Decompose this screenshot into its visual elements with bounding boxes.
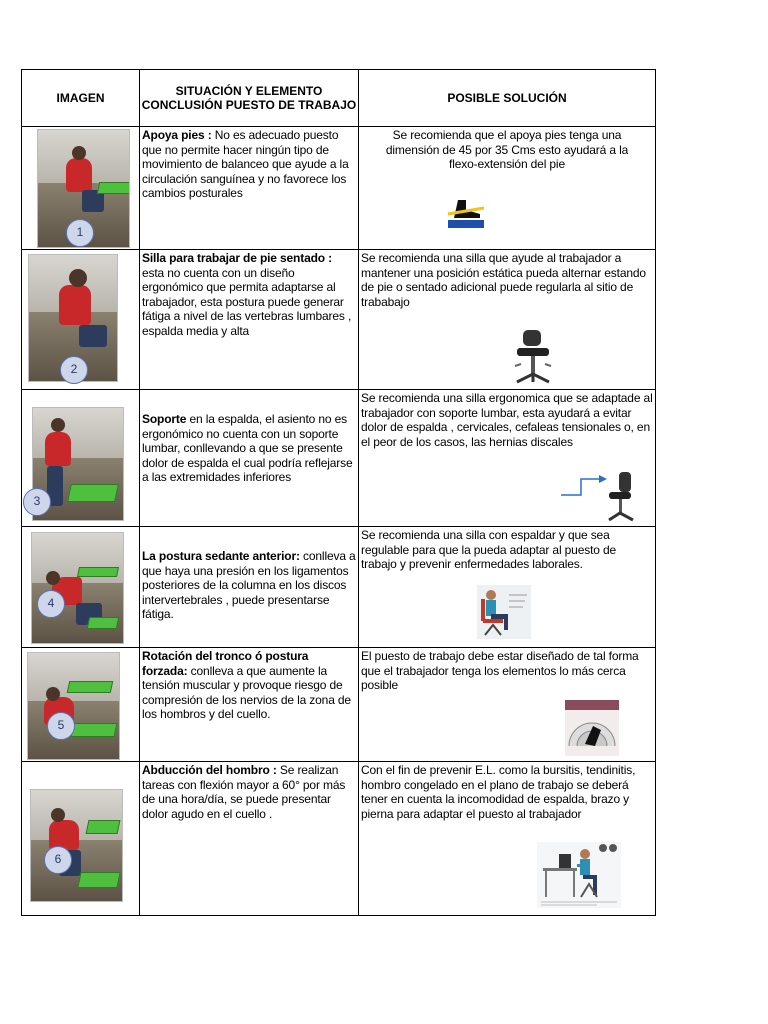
photo-number-badge: 6 [44, 846, 72, 874]
solution-cell [359, 648, 656, 762]
photo-number-badge: 4 [37, 590, 65, 618]
situation-cell [140, 648, 359, 762]
header-solucion: POSIBLE SOLUCIÓN [359, 70, 656, 127]
ergonomic-assessment-table [21, 69, 656, 916]
header-imagen: IMAGEN [22, 70, 140, 127]
table-row [22, 127, 656, 250]
photo-number-badge: 3 [23, 488, 51, 516]
situation-text: conlleva a que aumente la tensión muscular y provoque riesgo de compresión de los nervios de la zona de los hombros y del cuello. [142, 663, 351, 721]
table-row [22, 527, 656, 648]
header-row [22, 70, 656, 127]
table-row [22, 648, 656, 762]
footrest-icon [446, 194, 488, 230]
solution-cell [359, 762, 656, 916]
image-cell [22, 250, 140, 390]
solution-text: El puesto de trabajo debe estar diseñado de tal forma que el trabajador tenga los elementos lo más cerca posible [361, 649, 639, 692]
solution-text: Se recomienda una silla con espaldar y que sea regulable para que la pueda adaptar al puesto de trabajo y prevenir enfermedades laborales. [361, 528, 617, 571]
photo-number-badge: 2 [60, 356, 88, 384]
table-row [22, 762, 656, 916]
situation-title: La postura sedante anterior: [142, 549, 300, 563]
situation-title: Abducción del hombro : [142, 763, 277, 777]
situation-title: Rotación del tronco ó postura forzada: [142, 649, 309, 678]
situation-cell [140, 527, 359, 648]
photo-number-badge: 5 [47, 712, 75, 740]
solution-cell [359, 390, 656, 527]
solution-text: Se recomienda una silla que ayude al trabajador a mantener una posición estática pueda alternar estando de pie o sentado adicional puede regularla al sitio de trababajo [361, 251, 646, 309]
photo-seated-posture [31, 532, 124, 644]
situation-text: No es adecuado puesto que no permite hacer ningún tipo de movimiento de balanceo que ayude a la circulación sanguínea y no favorece los cambios posturales [142, 128, 349, 200]
image-cell [22, 648, 140, 762]
image-cell [22, 762, 140, 916]
header-situacion-line2: CONCLUSIÓN PUESTO DE TRABAJO [141, 98, 357, 112]
solution-text: Con el fin de prevenir E.L. como la bursitis, tendinitis, hombro congelado en el plano de trabajo se deberá tener en cuenta la incomodidad de espalda, brazo y pierna para adaptar el puesto al trabajador [361, 763, 636, 821]
photo-number-badge: 1 [66, 219, 94, 247]
situation-text: en la espalda, el asiento no es ergonómico no cuenta con un soporte lumbar, conllevando a que se presente dolor de espalda el cual podría reflejarse a las extremidades inferiores [142, 412, 353, 484]
situation-cell [140, 127, 359, 250]
reach-zone-icon [565, 700, 619, 756]
solution-cell [359, 250, 656, 390]
situation-text: Se realizan tareas con flexión mayor a 60° por más de una hora/día, se puede presentar dolor agudo en el cuello . [142, 763, 346, 821]
ergonomic-chair-icon [605, 470, 637, 522]
arrow-icon [559, 475, 609, 497]
stool-icon [511, 328, 555, 386]
solution-text: Se recomienda una silla ergonomica que se adaptade al trabajador con soporte lumbar, esta ayudará a evitar dolor de espalda , cervicales, cefaleas tensionales o, en el peor de los casos, las hernias discales [361, 391, 653, 449]
situation-text: esta no cuenta con un diseño ergonómico que permita adaptarse al trabajador, esta postura puede generar fátiga a nivel de las vertebras lumbares , espalda media y alta [142, 265, 352, 338]
situation-title: Apoya pies : [142, 128, 212, 142]
photo-shoulder-abduction [30, 789, 123, 902]
solution-cell [359, 527, 656, 648]
table-row [22, 390, 656, 527]
header-situacion-line1: SITUACIÓN Y ELEMENTO [175, 84, 323, 98]
solution-cell [359, 127, 656, 250]
solution-text: Se recomienda que el apoya pies tenga una dimensión de 45 por 35 Cms esto ayudará a la flexo-extensión del pie [385, 128, 629, 171]
header-situacion [140, 70, 359, 127]
table-row [22, 250, 656, 390]
situation-title: Soporte [142, 412, 187, 426]
situation-title: Silla para trabajar de pie sentado : [142, 251, 332, 265]
situation-cell [140, 250, 359, 390]
situation-cell [140, 762, 359, 916]
image-cell [22, 390, 140, 527]
situation-cell [140, 390, 359, 527]
situation-text: conlleva a que haya una presión en los ligamentos posteriores de la columna en los discos intervertebrales , puede presentarse fátiga. [142, 549, 356, 621]
workstation-diagram-icon [537, 842, 621, 908]
image-cell [22, 127, 140, 250]
seated-posture-icon [477, 585, 531, 639]
image-cell [22, 527, 140, 648]
photo-trunk-rotation [27, 652, 120, 760]
